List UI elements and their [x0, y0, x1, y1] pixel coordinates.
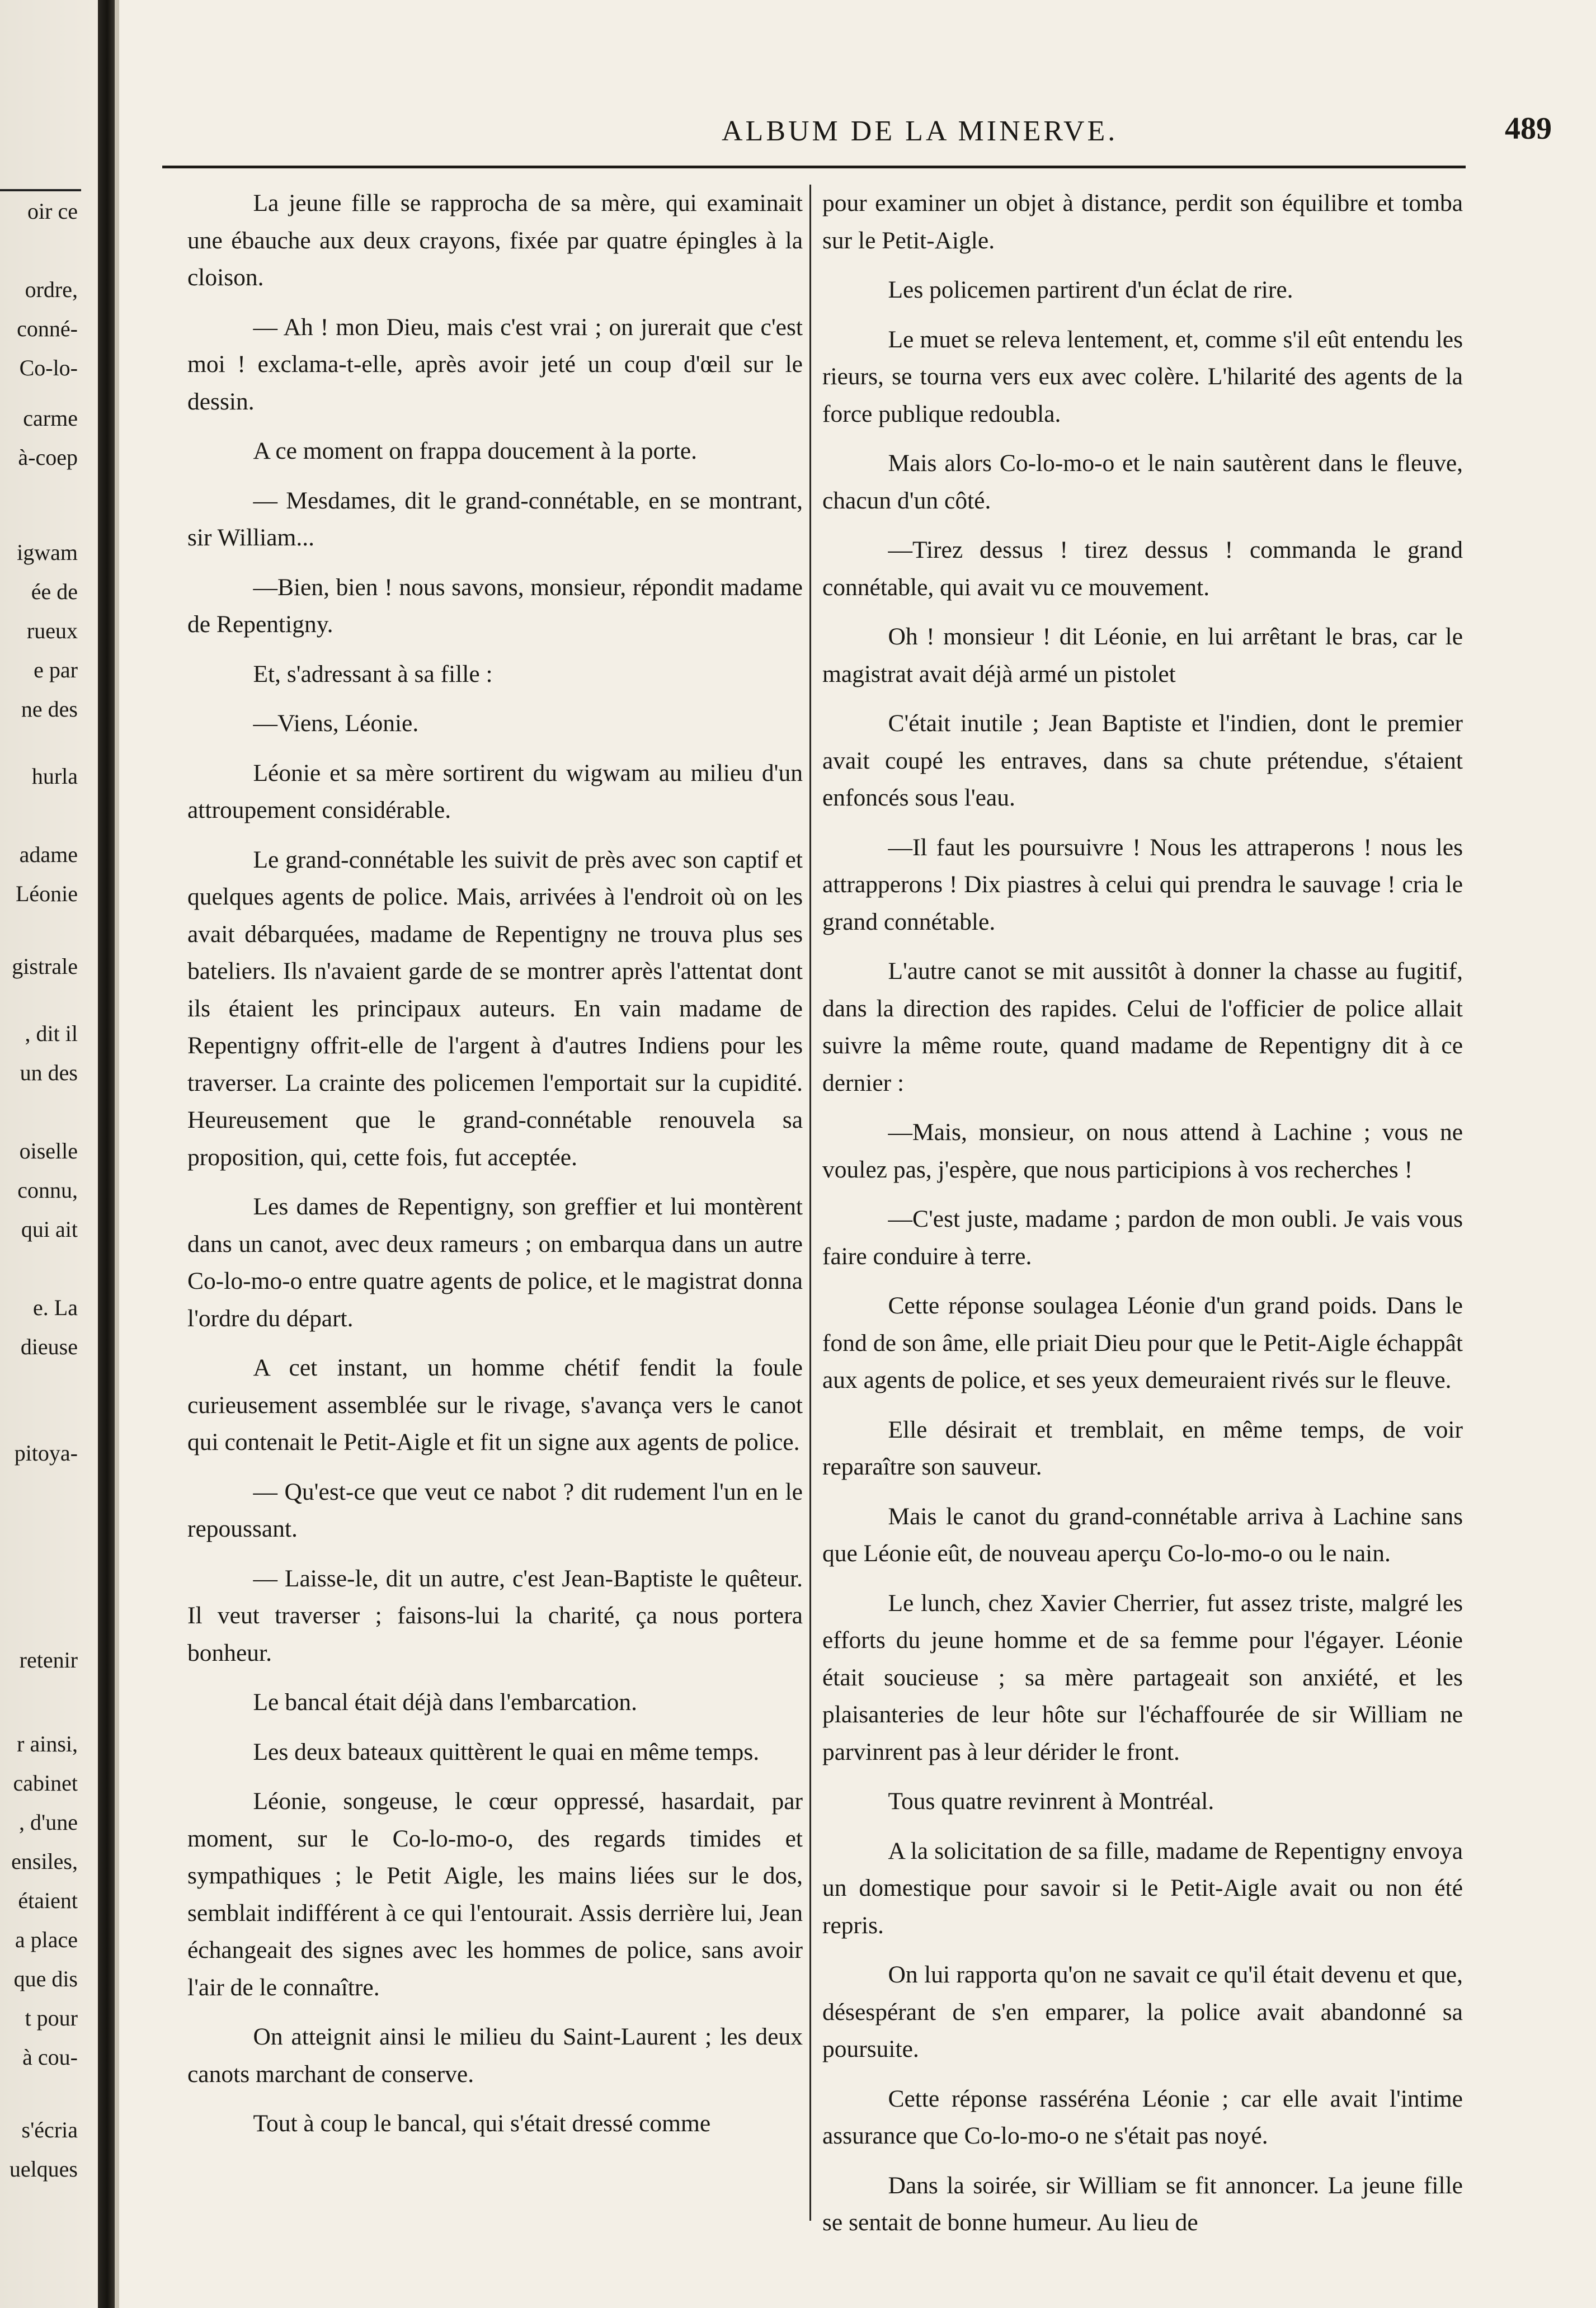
running-title: ALBUM DE LA MINERVE. [722, 115, 1118, 147]
previous-page-text-fragment: cabinet [13, 1770, 78, 1796]
paragraph: —Il faut les poursuivre ! Nous les attraperons ! nous les attrapperons ! Dix piastres à celui qui prendra le sauvage ! cria le grand connétable. [822, 833, 1463, 935]
previous-page-text-fragment: oiselle [19, 1138, 78, 1164]
previous-page-text-fragment: , d'une [19, 1810, 78, 1835]
previous-page-text-fragment: uelques [9, 2156, 78, 2182]
paragraph: Tout à coup le bancal, qui s'était dressé comme [253, 2110, 711, 2137]
paragraph: —Viens, Léonie. [253, 710, 419, 737]
paragraph: A ce moment on frappa doucement à la porte. [253, 437, 698, 464]
previous-page-text-fragment: e. La [33, 1295, 78, 1320]
previous-page-text-fragment: carme [23, 406, 78, 431]
previous-page-text-fragment: igwam [17, 540, 78, 565]
previous-page-text-fragment: oir ce [27, 199, 78, 224]
previous-page-text-fragment: ensiles, [11, 1849, 78, 1874]
previous-page-text-fragment: dieuse [20, 1334, 78, 1359]
paragraph: Les policemen partirent d'un éclat de rire. [888, 276, 1293, 303]
paragraph: C'était inutile ; Jean Baptiste et l'indien, dont le premier avait coupé les entraves, dans sa chute prétendue, s'étaient enfoncés sous l'eau. [822, 710, 1463, 811]
previous-page-text-fragment: retenir [19, 1647, 78, 1673]
previous-page-text-fragment: ée de [31, 579, 78, 604]
previous-page-text-fragment: pitoya- [14, 1440, 78, 1466]
paragraph: Le lunch, chez Xavier Cherrier, fut assez triste, malgré les efforts du jeune homme et de sa femme pour l'égayer. Léonie était soucieuse ; sa mère partageait son anxiété, et les plaisanteries de leur hôte sur l'échaffourée de sir William ne parvinrent pas à leur dérider le front. [822, 1589, 1463, 1765]
header-rule [162, 166, 1466, 168]
paragraph: — Ah ! mon Dieu, mais c'est vrai ; on jurerait que c'est moi ! exclama-t-elle, après avoir jeté un coup d'œil sur le dessin. [187, 313, 803, 415]
paragraph: Léonie et sa mère sortirent du wigwam au milieu d'un attroupement considérable. [187, 759, 803, 823]
paragraph: Elle désirait et tremblait, en même temps, de voir reparaître son sauveur. [822, 1416, 1463, 1480]
paragraph: Dans la soirée, sir William se fit annoncer. La jeune fille se sentait de bonne humeur. Au lieu de [822, 2172, 1463, 2236]
page-header [117, 0, 1596, 190]
previous-page-text-fragment: rueux [26, 618, 78, 643]
paragraph: Tous quatre revinrent à Montréal. [888, 1788, 1214, 1815]
left-text-column [187, 185, 803, 2308]
paragraph: Cette réponse rasséréna Léonie ; car elle avait l'intime assurance que Co-lo-mo-o ne s'était pas noyé. [822, 2085, 1463, 2149]
paragraph: L'autre canot se mit aussitôt à donner la chasse au fugitif, dans la direction des rapides. Celui de l'officier de police allait suivre la même route, quand madame de Repentigny dit à ce dernier : [822, 958, 1463, 1096]
previous-page-text-fragment: à-coep [18, 445, 78, 470]
paragraph: —Tirez dessus ! tirez dessus ! commanda le grand connétable, qui avait vu ce mouvement. [822, 536, 1463, 601]
previous-page-text-fragment: hurla [31, 764, 78, 789]
paragraph: A cet instant, un homme chétif fendit la foule curieusement assemblée sur le rivage, s'avança vers le canot qui contenait le Petit-Aigle et fit un signe aux agents de police. [187, 1354, 803, 1456]
paragraph: Mais le canot du grand-connétable arriva à Lachine sans que Léonie eût, de nouveau aperçu Co-lo-mo-o ou le nain. [822, 1502, 1463, 1567]
paragraph: Et, s'adressant à sa fille : [253, 660, 493, 687]
paragraph: —Mais, monsieur, on nous attend à Lachine ; vous ne voulez pas, j'espère, que nous participions à vos recherches ! [822, 1119, 1463, 1183]
paragraph: A la solicitation de sa fille, madame de Repentigny envoya un domestique pour savoir si le Petit-Aigle avait ou non été repris. [822, 1837, 1463, 1939]
column-divider [809, 185, 811, 2221]
paragraph: La jeune fille se rapprocha de sa mère, qui examinait une ébauche aux deux crayons, fixée par quatre épingles à la cloison. [187, 190, 803, 291]
previous-page-text-fragment: étaient [18, 1888, 78, 1913]
book-binding [98, 0, 115, 2308]
paragraph: Le grand-connétable les suivit de près avec son captif et quelques agents de police. Mais, arrivées à l'endroit où on les avait débarquées, madame de Repentigny ne trouva plus ses bateliers. Ils n'avaient garde de se montrer après l'attentat dont ils étaient les principaux auteurs. En vain madame de Repentigny offrit-elle de l'argent à d'autres Indiens pour les traverser. La crainte des policemen l'emportait sur la cupidité. Heureusement que le grand-connétable renouvela sa proposition, qui, cette fois, fut acceptée. [187, 846, 803, 1171]
previous-page-text-fragment: un des [20, 1060, 78, 1085]
previous-page-text-fragment: Léonie [15, 881, 78, 906]
paragraph: Les deux bateaux quittèrent le quai en même temps. [253, 1738, 760, 1765]
right-text-column [822, 185, 1463, 2308]
paragraph: Les dames de Repentigny, son greffier et lui montèrent dans un canot, avec deux rameurs ; on embarqua dans un autre Co-lo-mo-o entre quatre agents de police, et le magistrat donna l'ordre du départ. [187, 1193, 803, 1332]
previous-page-text-fragment: gistrale [12, 954, 78, 979]
paragraph: — Mesdames, dit le grand-connétable, en se montrant, sir William... [187, 487, 803, 551]
paragraph: Oh ! monsieur ! dit Léonie, en lui arrêtant le bras, car le magistrat avait déjà armé un pistolet [822, 623, 1463, 687]
paragraph: —Bien, bien ! nous savons, monsieur, répondit madame de Repentigny. [187, 573, 803, 638]
previous-page-text-fragment: ne des [21, 696, 78, 722]
previous-page-text-fragment: ordre, [25, 277, 78, 302]
paragraph: On lui rapporta qu'on ne savait ce qu'il était devenu et que, désespérant de s'en emparer, la police avait abandonné sa poursuite. [822, 1961, 1463, 2062]
previous-page-text-fragment: t pour [25, 2005, 78, 2031]
previous-page-text-fragment: e par [34, 657, 78, 682]
previous-page-text-fragment: conné- [17, 316, 78, 341]
paragraph: — Qu'est-ce que veut ce nabot ? dit rudement l'un en le repoussant. [187, 1478, 803, 1542]
page-edge [115, 0, 119, 2308]
previous-page-rule [0, 189, 81, 191]
previous-page-text-fragment: , dit il [25, 1021, 78, 1046]
previous-page-column-fragment [0, 173, 81, 2299]
previous-page-text-fragment: a place [15, 1927, 78, 1952]
paragraph: Le bancal était déjà dans l'embarcation. [253, 1689, 638, 1716]
previous-page-text-fragment: s'écria [21, 2117, 78, 2142]
previous-page-text-fragment: qui ait [21, 1217, 78, 1242]
paragraph: — Laisse-le, dit un autre, c'est Jean-Baptiste le quêteur. Il veut traverser ; faisons-lui la charité, ça nous portera bonheur. [187, 1565, 803, 1666]
previous-page-text-fragment: adame [19, 842, 78, 867]
page-number: 489 [1505, 111, 1552, 146]
paragraph: Léonie, songeuse, le cœur oppressé, hasardait, par moment, sur le Co-lo-mo-o, des regards timides et sympathiques ; le Petit Aigle, les mains liées sur le dos, semblait indifférent à ce qui l'entourait. Assis derrière lui, Jean échangeait des signes avec les hommes de police, sans avoir l'air de le connaître. [187, 1788, 803, 2001]
paragraph: On atteignit ainsi le milieu du Saint-Laurent ; les deux canots marchant de conserve. [187, 2023, 803, 2088]
previous-page-text-fragment: à cou- [22, 2045, 78, 2070]
paragraph: Mais alors Co-lo-mo-o et le nain sautèrent dans le fleuve, chacun d'un côté. [822, 450, 1463, 514]
paragraph: —C'est juste, madame ; pardon de mon oubli. Je vais vous faire conduire à terre. [822, 1205, 1463, 1270]
paragraph: pour examiner un objet à distance, perdit son équilibre et tomba sur le Petit-Aigle. [822, 190, 1463, 254]
previous-page-text-fragment: Co-lo- [19, 355, 78, 380]
previous-page-text-fragment: que dis [13, 1966, 78, 1991]
previous-page-text-fragment: r ainsi, [17, 1731, 78, 1756]
paragraph: Le muet se releva lentement, et, comme s'il eût entendu les rieurs, se tourna vers eux avec colère. L'hilarité des agents de la force publique redoubla. [822, 326, 1463, 427]
paragraph: Cette réponse soulagea Léonie d'un grand poids. Dans le fond de son âme, elle priait Dieu pour que le Petit-Aigle échappât aux agents de police, et ses yeux demeuraient rivés sur le fleuve. [822, 1292, 1463, 1393]
previous-page-text-fragment: connu, [17, 1177, 78, 1203]
